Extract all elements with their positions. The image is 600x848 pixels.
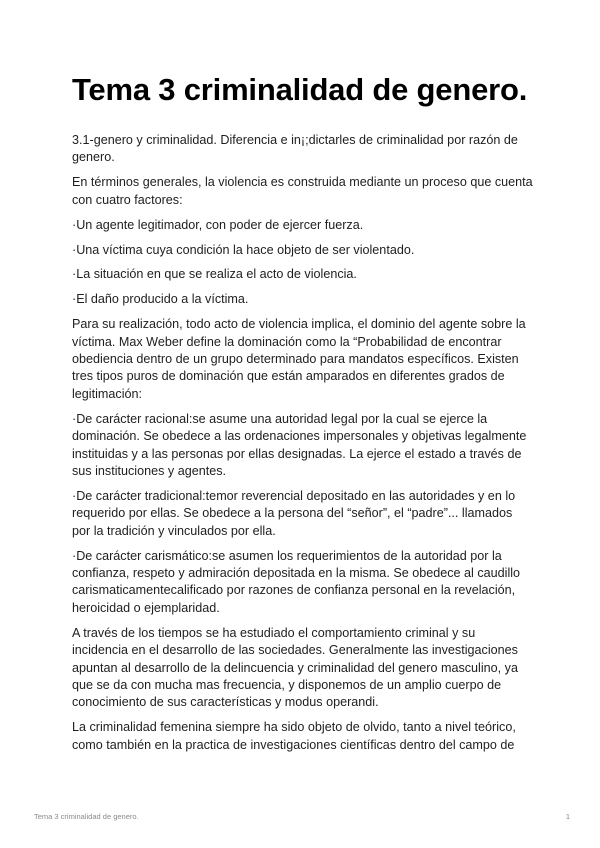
page-number: 1 bbox=[565, 812, 570, 821]
list-item: ·De carácter carismático:se asumen los requerimientos de la autoridad por la confianza, respeto y admiración depositada en la misma. Se obedece al caudillo carismaticamentecalificado por razones de confianza personal en la revelación, heroicidad o ejemplaridad. bbox=[72, 548, 521, 615]
document-body bbox=[72, 132, 534, 762]
paragraph: En términos generales, la violencia es construida mediante un proceso que cuenta con cuatro factores: bbox=[72, 175, 533, 207]
paragraph: La criminalidad femenina siempre ha sido objeto de olvido, tanto a nivel teórico, como también en la practica de investigaciones científicas dentro del campo de bbox=[72, 720, 516, 752]
section-heading-paragraph: 3.1-genero y criminalidad. Diferencia e in¡;dictarles de criminalidad por razón de genero. bbox=[72, 133, 518, 165]
list-item: ·La situación en que se realiza el acto de violencia. bbox=[72, 267, 357, 282]
footer-title: Tema 3 criminalidad de genero. bbox=[34, 812, 139, 821]
list-item: ·El daño producido a la víctima. bbox=[72, 292, 249, 307]
list-item: ·De carácter racional:se asume una autoridad legal por la cual se ejerce la dominación. Se obedece a las ordenaciones impersonales y objetivas legalmente instituidas y a las personas por ellas designadas. La ejerce el estado a través de sus instituciones y agentes. bbox=[72, 411, 527, 478]
page-title: Tema 3 criminalidad de genero. bbox=[72, 72, 528, 107]
list-item: ·De carácter tradicional:temor reverencial depositado en las autoridades y en lo requerido por ellas. Se obedece a la persona del “señor”, el “padre”... llamados por la tradición y vinculados por ella. bbox=[72, 488, 516, 538]
paragraph: Para su realización, todo acto de violencia implica, el dominio del agente sobre la víctima. Max Weber define la dominación como la “Probabilidad de encontrar obediencia dentro de un grupo determinado para mandatos específicos. Existen tres tipos puros de dominación que están amparados en diferentes grados de legitimación: bbox=[72, 317, 526, 401]
list-item: ·Un agente legitimador, con poder de ejercer fuerza. bbox=[72, 217, 364, 232]
paragraph: A través de los tiempos se ha estudiado el comportamiento criminal y su incidencia en el desarrollo de las sociedades. Generalmente las investigaciones apuntan al desarrollo de la delincuencia y criminalidad del genero masculino, ya que se da con mucha mas frecuencia, y disponemos de un amplio cuerpo de conocimiento de sus características y modus operandi. bbox=[72, 625, 518, 710]
list-item: ·Una víctima cuya condición la hace objeto de ser violentado. bbox=[72, 242, 415, 257]
